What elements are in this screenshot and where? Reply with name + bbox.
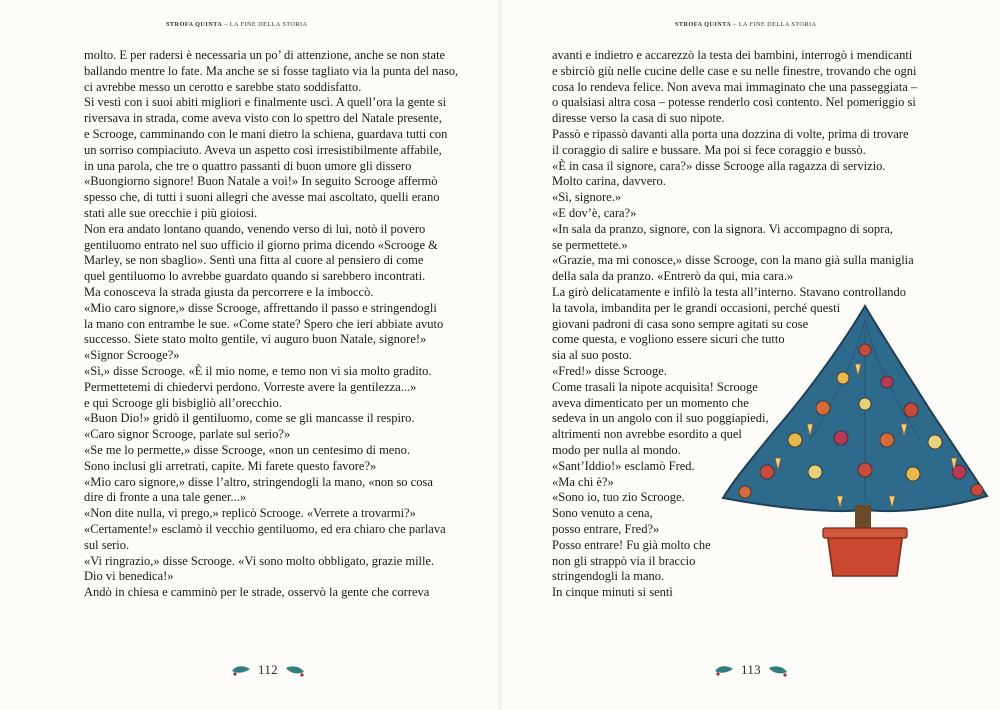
text-line: quel gentiluomo lo avrebbe guardato quando si sarebbero incontrati. (84, 269, 426, 284)
running-head (166, 21, 307, 28)
christmas-tree-icon (715, 300, 995, 590)
text-line: spesso che, di tutti i suoni allegri che avesse mai ascoltato, quelli erano (84, 190, 440, 205)
text-line: Dio vi benedica!» (84, 569, 174, 584)
text-line: dire di fronte a una tale gener...» (84, 490, 247, 505)
text-line: «Buon Dio!» gridò il gentiluomo, come se gli mancasse il respiro. (84, 411, 415, 426)
page-number-text: 113 (741, 662, 761, 677)
text-line: Passò e ripassò davanti alla porta una dozzina di volte, prima di trovare (552, 126, 909, 141)
text-line: della sala da pranzo. «Entrerò da qui, mia cara.» (552, 269, 794, 284)
text-line: avanti e indietro e accarezzò la testa dei bambini, interrogò i mendicanti (552, 48, 913, 62)
text-line: Permettetemi di chiedervi perdono. Vorreste avere la gentilezza...» (84, 379, 417, 394)
text-line: Si vestì con i suoi abiti migliori e finalmente uscì. A quell’ora la gente si (84, 95, 447, 110)
text-line: la tavola, imbandita per le grandi occasioni, perché questi (552, 300, 841, 315)
running-head-subtitle: LA FINE DELLA STORIA (738, 21, 817, 28)
text-line: «Se me lo permette,» disse Scrooge, «non un centesimo di meno. (84, 442, 410, 457)
text-line: «Fred!» disse Scrooge. (552, 363, 667, 378)
text-line: altrimenti non avrebbe esordito a quel (552, 427, 742, 442)
text-line: giovani padroni di casa sono sempre agitati su cose (552, 316, 809, 331)
text-line: gentiluomo entrato nel suo ufficio il giorno prima dicendo «Scrooge & (84, 237, 438, 252)
text-line: «Buongiorno signore! Buon Natale a voi!» In seguito Scrooge affermò (84, 174, 438, 189)
text-line: in una parola, che tre o quattro passanti di buon umore gli dissero (84, 158, 412, 173)
text-line: Marley, se non sbaglio». Sentì una fitta al cuore al pensiero di come (84, 253, 424, 268)
running-head-separator: – (222, 21, 230, 28)
text-line: e Scrooge, camminando con le mani dietro la schiena, guardava tutti con (84, 126, 448, 141)
text-line: Molto carina, davvero. (552, 174, 666, 189)
text-line: ci avrebbe messo un cerotto e sarebbe stato soddisfatto. (84, 79, 362, 94)
text-line: «Sì, signore.» (552, 190, 622, 205)
running-head-chapter: STROFA QUINTA (166, 21, 223, 28)
text-line: «Grazie, ma mi conosce,» disse Scrooge, con la mano già sulla maniglia (552, 253, 914, 268)
text-line: «Sì,» disse Scrooge. «È il mio nome, e temo non vi sia molto gradito. (84, 363, 432, 378)
text-line: «Non dite nulla, vi prego,» replicò Scrooge. «Verrete a trovarmi?» (84, 506, 416, 521)
running-head-subtitle: LA FINE DELLA STORIA (229, 21, 308, 28)
text-line: molto. E per radersi è necessaria un po’ di attenzione, anche se non state (84, 48, 446, 62)
text-line: ballando mentre lo fate. Ma anche se si fosse tagliato via la punta del naso, (84, 63, 459, 78)
text-line: «È in casa il signore, cara?» disse Scrooge alla ragazza di servizio. (552, 158, 886, 173)
text-line: «In sala da pranzo, signore, con la signora. Vi accompagno di sopra, (552, 221, 893, 236)
text-line: cosa lo rendeva felice. Non aveva mai immaginato che una passeggiata – (552, 79, 918, 94)
page-number (230, 660, 306, 680)
text-line: «Mio caro signore,» disse Scrooge, affrettando il passo e stringendogli (84, 300, 437, 315)
text-line: Ma conosceva la strada giusta da percorrere e la imboccò. (84, 284, 374, 299)
text-line: «Vi ringrazio,» disse Scrooge. «Vi sono molto obbligato, grazie mille. (84, 553, 435, 568)
text-line: In cinque minuti si sentì (552, 585, 673, 600)
text-line: Sono venuto a cena, (552, 506, 653, 521)
text-line: Posso entrare! Fu già molto che (552, 537, 711, 552)
text-line: Sono inclusi gli arretrati, capite. Mi farete questo favore?» (84, 458, 377, 473)
holly-leaf-icon (230, 663, 254, 677)
text-line: diresse verso la casa di suo nipote. (552, 111, 725, 126)
text-line: e sbirciò giù nelle cucine delle case e su nelle finestre, trovando che ogni (552, 63, 917, 78)
text-line: la mano con entrambe le sue. «Come state? Spero che ieri abbiate avuto (84, 316, 444, 331)
text-line: Come trasalì la nipote acquisita! Scrooge (552, 379, 758, 394)
text-line: sul serio. (84, 537, 130, 552)
running-head-separator: – (731, 21, 739, 28)
text-line: «Mio caro signore,» disse l’altro, stringendogli la mano, «non so cosa (84, 474, 433, 489)
text-line: «Ma chi è?» (552, 474, 614, 489)
text-line: posso entrare, Fred?» (552, 521, 660, 536)
text-line: o qualsiasi altra cosa – potesse renderlo così contento. Nel pomeriggio si (552, 95, 916, 110)
holly-leaf-icon (282, 663, 306, 677)
text-line: stringendogli la mano. (552, 569, 665, 584)
text-line: Andò in chiesa e camminò per le strade, osservò la gente che correva (84, 585, 430, 600)
text-line: modo per nulla al mondo. (552, 442, 681, 457)
text-line: La girò delicatamente e infilò la testa all’interno. Stavano controllando (552, 284, 907, 299)
page-number (713, 660, 789, 680)
text-line: «Certamente!» esclamò il vecchio gentiluomo, ed era chiaro che parlava (84, 521, 446, 536)
text-line: e qui Scrooge gli bisbigliò all’orecchio. (84, 395, 282, 410)
right-page (500, 0, 1000, 710)
text-line: un sorriso compiaciuto. Aveva un aspetto così irresistibilmente affabile, (84, 142, 442, 157)
holly-leaf-icon (713, 663, 737, 677)
text-line: Non era andato lontano quando, venendo verso di lui, notò il povero (84, 221, 426, 236)
text-line: riversava in strada, come aveva visto con lo spettro del Natale presente, (84, 111, 442, 126)
text-line: successo. Siete stato molto gentile, vi auguro buon Natale, signore!» (84, 332, 427, 347)
running-head (675, 21, 816, 28)
text-line: «E dov’è, cara?» (552, 205, 637, 220)
text-line: come questa, e vogliono essere sicuri che tutto (552, 332, 785, 347)
holly-leaf-icon (765, 663, 789, 677)
text-line: non gli strappò via il braccio (552, 553, 696, 568)
text-line: stati alle sue orecchie i più gioiosi. (84, 205, 258, 220)
text-line: il coraggio di salire e bussare. Ma poi si fece coraggio e bussò. (552, 142, 866, 157)
text-line: «Signor Scrooge?» (84, 348, 180, 363)
text-line: «Sant’Iddio!» esclamò Fred. (552, 458, 695, 473)
body-text (84, 48, 459, 601)
text-line: «Sono io, tuo zio Scrooge. (552, 490, 685, 505)
text-line: se permettete.» (552, 237, 628, 252)
running-head-chapter: STROFA QUINTA (675, 21, 732, 28)
text-line: sedeva in un angolo con il suo poggiapiedi, (552, 411, 769, 426)
text-line: «Caro signor Scrooge, parlate sul serio?» (84, 427, 291, 442)
text-line: aveva dimenticato per un momento che (552, 395, 749, 410)
text-line: sia al suo posto. (552, 348, 632, 363)
page-number-text: 112 (258, 662, 278, 677)
